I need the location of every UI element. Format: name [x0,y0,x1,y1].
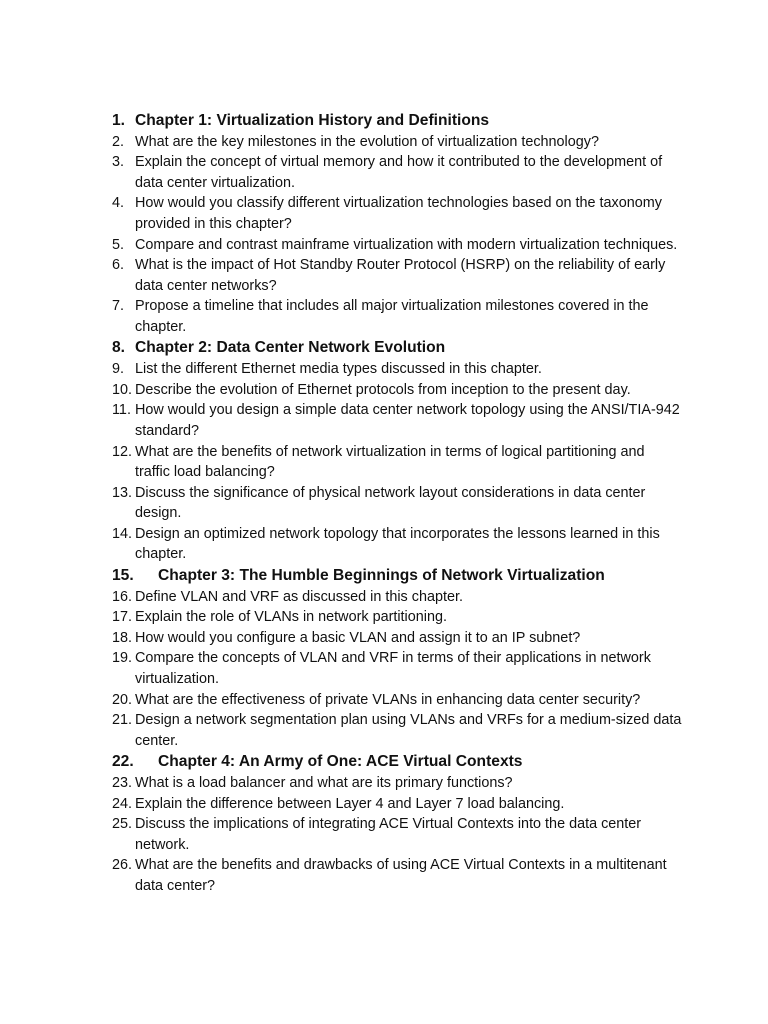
question-item [112,690,682,711]
question-item [112,442,682,483]
item-number: 6. [112,257,125,274]
item-number: 2. [112,133,125,150]
item-number: 20. [112,691,133,708]
question-item [112,710,682,751]
question-text: Propose a timeline that includes all major virtualization milestones covered in the chapter. [135,298,649,335]
item-number: 26. [112,857,133,874]
item-number: 12. [112,443,133,460]
question-item [112,855,682,896]
question-item [112,794,682,815]
chapter-heading [112,752,682,773]
question-text: Compare and contrast mainframe virtualization with modern virtualization techniques. [135,236,678,253]
item-number: 5. [112,236,125,253]
question-item [112,814,682,855]
question-item [112,296,682,337]
item-number: 18. [112,629,133,646]
question-text: How would you classify different virtualization technologies based on the taxonomy provided in this chapter? [135,195,662,232]
chapter-heading [112,566,682,587]
chapter-title: Chapter 1: Virtualization History and Definitions [135,111,490,129]
question-list [112,110,682,897]
question-item [112,483,682,524]
question-item [112,773,682,794]
item-number: 8. [112,339,126,357]
question-text: List the different Ethernet media types discussed in this chapter. [135,361,542,378]
question-text: Describe the evolution of Ethernet protocols from inception to the present day. [135,381,631,398]
question-item [112,628,682,649]
question-item [112,193,682,234]
item-number: 7. [112,298,125,315]
item-number: 23. [112,775,133,791]
question-item [112,380,682,401]
item-number: 10. [112,381,133,398]
question-text: What are the benefits of network virtualization in terms of logical partitioning and traffic load balancing? [135,443,645,481]
question-text: Design a network segmentation plan using VLANs and VRFs for a medium-sized data center. [135,712,682,749]
question-text: Compare the concepts of VLAN and VRF in terms of their applications in network virtualization. [135,650,651,688]
item-number: 17. [112,609,133,626]
item-number: 22. [112,752,134,770]
item-number: 14. [112,525,133,542]
item-number: 19. [112,650,133,667]
item-number: 21. [112,712,133,729]
question-item [112,132,682,153]
chapter-title: Chapter 3: The Humble Beginnings of Network Virtualization [158,566,605,584]
question-text: How would you configure a basic VLAN and assign it to an IP subnet? [135,629,581,646]
item-number: 24. [112,795,133,812]
question-item [112,587,682,608]
question-item [112,400,682,441]
item-number: 13. [112,484,133,501]
item-number: 4. [112,195,125,212]
item-number: 9. [112,361,125,378]
question-item [112,648,682,689]
question-item [112,607,682,628]
item-number: 25. [112,816,133,833]
question-text: What are the benefits and drawbacks of using ACE Virtual Contexts in a multitenant data center? [135,857,667,894]
question-text: How would you design a simple data center network topology using the ANSI/TIA-942 standard? [135,402,680,439]
question-item [112,235,682,256]
question-item [112,255,682,296]
item-number: 15. [112,566,134,584]
question-text: Explain the role of VLANs in network partitioning. [135,609,447,626]
question-item [112,152,682,193]
question-text: Discuss the implications of integrating ACE Virtual Contexts into the data center network. [135,816,642,853]
question-text: What is the impact of Hot Standby Router Protocol (HSRP) on the reliability of early data center networks? [135,257,666,294]
question-text: Discuss the significance of physical network layout considerations in data center design. [135,484,646,522]
question-text: What are the effectiveness of private VLANs in enhancing data center security? [135,691,641,708]
question-text: Explain the difference between Layer 4 and Layer 7 load balancing. [135,795,565,812]
chapter-title: Chapter 4: An Army of One: ACE Virtual Contexts [158,752,523,770]
chapter-heading [112,111,682,132]
question-text: What is a load balancer and what are its primary functions? [135,775,513,791]
question-text: Design an optimized network topology that incorporates the lessons learned in this chapter. [135,525,660,563]
chapter-title: Chapter 2: Data Center Network Evolution [135,339,446,357]
question-item [112,359,682,380]
question-item [112,524,682,565]
question-text: Explain the concept of virtual memory and how it contributed to the development of data center virtualization. [135,154,663,191]
question-text: Define VLAN and VRF as discussed in this chapter. [135,588,463,605]
item-number: 3. [112,154,125,171]
item-number: 1. [112,111,126,129]
chapter-heading [112,338,682,359]
item-number: 16. [112,588,133,605]
item-number: 11. [112,402,131,419]
question-text: What are the key milestones in the evolution of virtualization technology? [135,133,599,150]
